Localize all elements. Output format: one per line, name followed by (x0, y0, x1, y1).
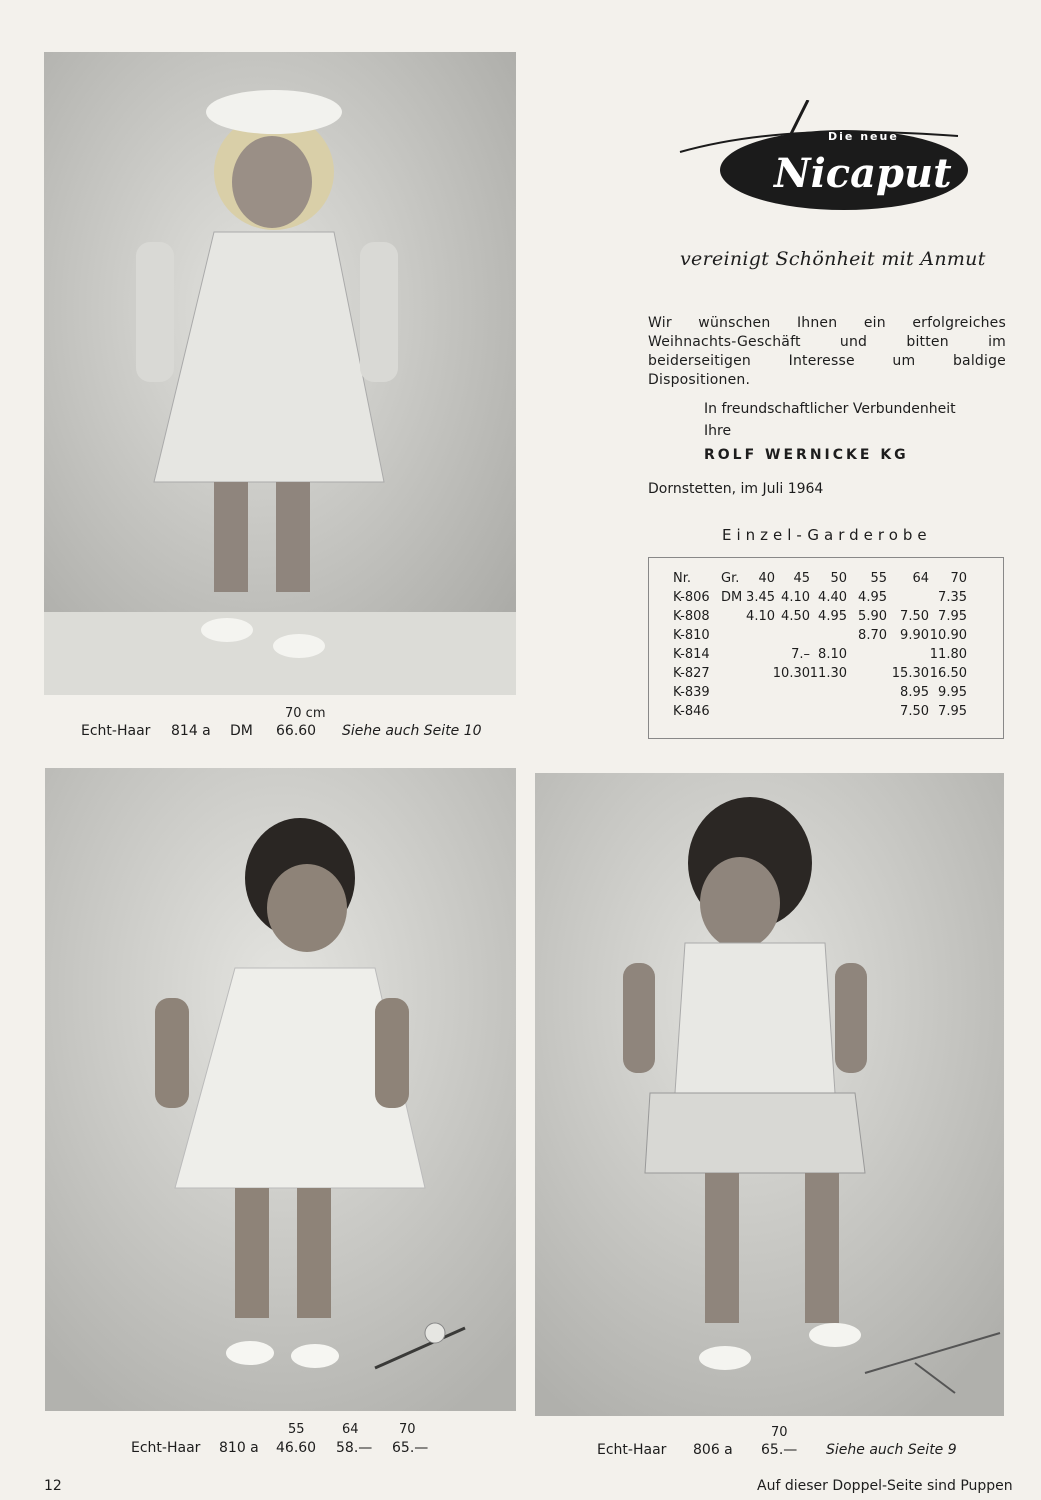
product-1-hair: Echt-Haar (81, 723, 151, 739)
wardrobe-item-number: K-839 (673, 685, 710, 700)
wardrobe-price: 8.95 (900, 685, 929, 700)
wardrobe-price: 7.50 (900, 609, 929, 624)
wardrobe-price: 3.45 (746, 590, 775, 605)
header-size-55: 55 (870, 571, 887, 586)
photo-doll-806a (535, 773, 1004, 1416)
wardrobe-price: 8.10 (818, 647, 847, 662)
header-nr: Nr. (673, 571, 692, 586)
wardrobe-price: 10.90 (929, 628, 967, 643)
wardrobe-price: 4.95 (818, 609, 847, 624)
letter-closing (704, 398, 1006, 466)
product-2-size-55: 55 (288, 1422, 305, 1437)
product-3-price: 65.— (761, 1442, 798, 1458)
nicaput-logo (678, 100, 990, 210)
page-number: 12 (44, 1478, 62, 1494)
wardrobe-price: 16.50 (929, 666, 967, 681)
wardrobe-price: 11.80 (929, 647, 967, 662)
product-1-number: 814 a (171, 723, 211, 739)
wardrobe-item-number: K-806 (673, 590, 710, 605)
product-3-size: 70 (771, 1425, 788, 1440)
product-1-note: Siehe auch Seite 10 (342, 723, 482, 739)
header-size-45: 45 (793, 571, 810, 586)
header-gr: Gr. (721, 571, 740, 586)
letter-ihre: Ihre (704, 423, 732, 439)
photo-doll-814a (44, 52, 516, 695)
wardrobe-item-number: K-810 (673, 628, 710, 643)
wardrobe-price: 10.30 (772, 666, 810, 681)
wardrobe-item-number: K-808 (673, 609, 710, 624)
product-3-number: 806 a (693, 1442, 733, 1458)
wardrobe-item-number: K-846 (673, 704, 710, 719)
wardrobe-price: 7.50 (900, 704, 929, 719)
wardrobe-price: 4.10 (746, 609, 775, 624)
wardrobe-price: 8.70 (858, 628, 887, 643)
wardrobe-price: 15.30 (891, 666, 929, 681)
header-size-70: 70 (950, 571, 967, 586)
wardrobe-price: 7.95 (938, 609, 967, 624)
product-1-currency: DM (230, 723, 253, 739)
letter-block (648, 314, 1006, 499)
wardrobe-item-number: K-814 (673, 647, 710, 662)
wardrobe-price: 4.95 (858, 590, 887, 605)
wardrobe-row (649, 590, 1003, 608)
wardrobe-price: 7.95 (938, 704, 967, 719)
product-2-price-70: 65.— (392, 1440, 429, 1456)
wardrobe-price: 7.– (791, 647, 810, 662)
logo-small-text: Die neue (828, 130, 899, 143)
wardrobe-row (649, 704, 1003, 722)
product-2-size-70: 70 (399, 1422, 416, 1437)
wardrobe-price: 11.30 (809, 666, 847, 681)
header-size-50: 50 (830, 571, 847, 586)
wardrobe-row (649, 628, 1003, 646)
wardrobe-title: Einzel-Garderobe (722, 526, 932, 544)
wardrobe-header-row (649, 571, 1003, 589)
letter-body: Wir wünschen Ihnen ein erfolgreiches Weihnachts-Geschäft und bitten im beiderseitigen Interesse um baldige Dispositionen. (648, 315, 1006, 388)
wardrobe-price: 9.90 (900, 628, 929, 643)
wardrobe-item-number: K-827 (673, 666, 710, 681)
product-2-price-64: 58.— (336, 1440, 373, 1456)
wardrobe-row (649, 685, 1003, 703)
company-name: ROLF WERNICKE KG (704, 447, 909, 463)
product-2-size-64: 64 (342, 1422, 359, 1437)
wardrobe-price: 7.35 (938, 590, 967, 605)
logo-name: Nicaput (774, 150, 952, 197)
product-2-hair: Echt-Haar (131, 1440, 201, 1456)
product-3-note: Siehe auch Seite 9 (826, 1442, 957, 1458)
product-2-price-55: 46.60 (276, 1440, 317, 1456)
wardrobe-price: 4.10 (781, 590, 810, 605)
place-date: Dornstetten, im Juli 1964 (648, 481, 824, 497)
wardrobe-price: 5.90 (858, 609, 887, 624)
footer-note: Auf dieser Doppel-Seite sind Puppen (757, 1478, 1013, 1494)
wardrobe-row (649, 647, 1003, 665)
product-1-size: 70 cm (285, 706, 326, 721)
product-3-hair: Echt-Haar (597, 1442, 667, 1458)
tagline: vereinigt Schönheit mit Anmut (680, 248, 986, 270)
wardrobe-price-table (648, 557, 1004, 739)
wardrobe-row (649, 609, 1003, 627)
product-1-price: 66.60 (276, 723, 317, 739)
product-2-number: 810 a (219, 1440, 259, 1456)
wardrobe-price: 4.50 (781, 609, 810, 624)
header-size-40: 40 (758, 571, 775, 586)
header-size-64: 64 (912, 571, 929, 586)
wardrobe-currency: DM (721, 590, 743, 605)
photo-doll-810a (45, 768, 516, 1411)
wardrobe-row (649, 666, 1003, 684)
wardrobe-price: 4.40 (818, 590, 847, 605)
letter-greeting: In freundschaftlicher Verbundenheit (704, 401, 956, 417)
wardrobe-price: 9.95 (938, 685, 967, 700)
